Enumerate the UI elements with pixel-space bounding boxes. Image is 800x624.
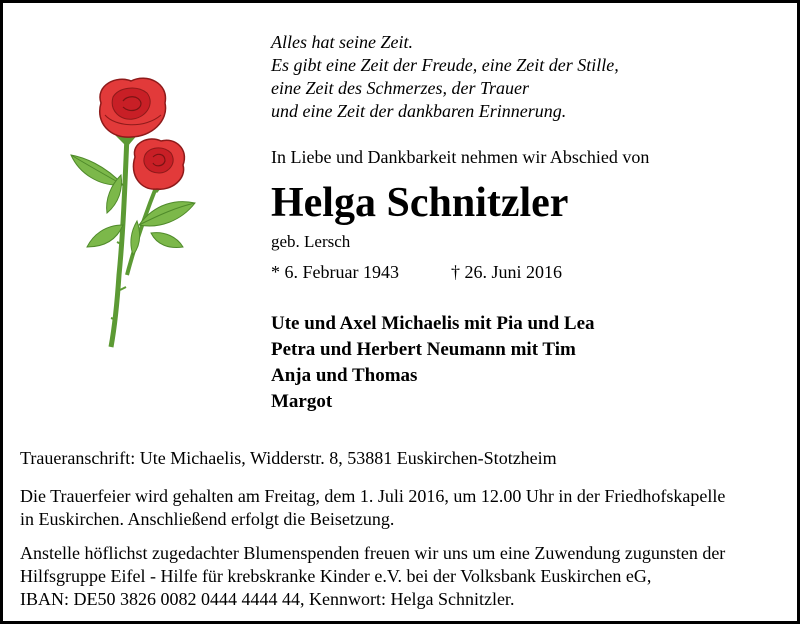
poem-line: eine Zeit des Schmerzes, der Trauer [271, 78, 529, 98]
birth-name: geb. Lersch [271, 232, 351, 251]
birth-date: * 6. Februar 1943 [271, 262, 399, 282]
ceremony-line: Die Trauerfeier wird gehalten am Freitag, dem 1. Juli 2016, um 12.00 Uhr in der Friedhofskapelle [20, 486, 726, 506]
poem-line: und eine Zeit der dankbaren Erinnerung. [271, 101, 567, 121]
intro-text: In Liebe und Dankbarkeit nehmen wir Abschied von [271, 147, 650, 167]
donation-line: IBAN: DE50 3826 0082 0444 4444 44, Kennwort: Helga Schnitzler. [20, 589, 515, 609]
mourner-line: Anja und Thomas [271, 365, 418, 386]
poem [271, 31, 619, 123]
ceremony-paragraph [20, 485, 725, 531]
donation-line: Hilfsgruppe Eifel - Hilfe für krebskranke Kinder e.V. bei der Volksbank Euskirchen eG, [20, 566, 652, 586]
mourners-list [271, 311, 595, 415]
death-date: † 26. Juni 2016 [451, 262, 563, 282]
ceremony-line: in Euskirchen. Anschließend erfolgt die Beisetzung. [20, 509, 395, 529]
poem-line: Es gibt eine Zeit der Freude, eine Zeit der Stille, [271, 55, 619, 75]
donation-line: Anstelle höflichst zugedachter Blumenspenden freuen wir uns um eine Zuwendung zugunsten der [20, 543, 726, 563]
rose-illustration-icon [65, 75, 225, 355]
deceased-name: Helga Schnitzler [271, 180, 569, 226]
poem-line: Alles hat seine Zeit. [271, 32, 413, 52]
donation-paragraph [20, 542, 725, 611]
mourning-address: Traueranschrift: Ute Michaelis, Widderstr. 8, 53881 Euskirchen-Stotzheim [20, 448, 557, 468]
mourner-line: Margot [271, 391, 333, 412]
mourner-line: Petra und Herbert Neumann mit Tim [271, 339, 576, 360]
mourner-line: Ute und Axel Michaelis mit Pia und Lea [271, 313, 595, 334]
